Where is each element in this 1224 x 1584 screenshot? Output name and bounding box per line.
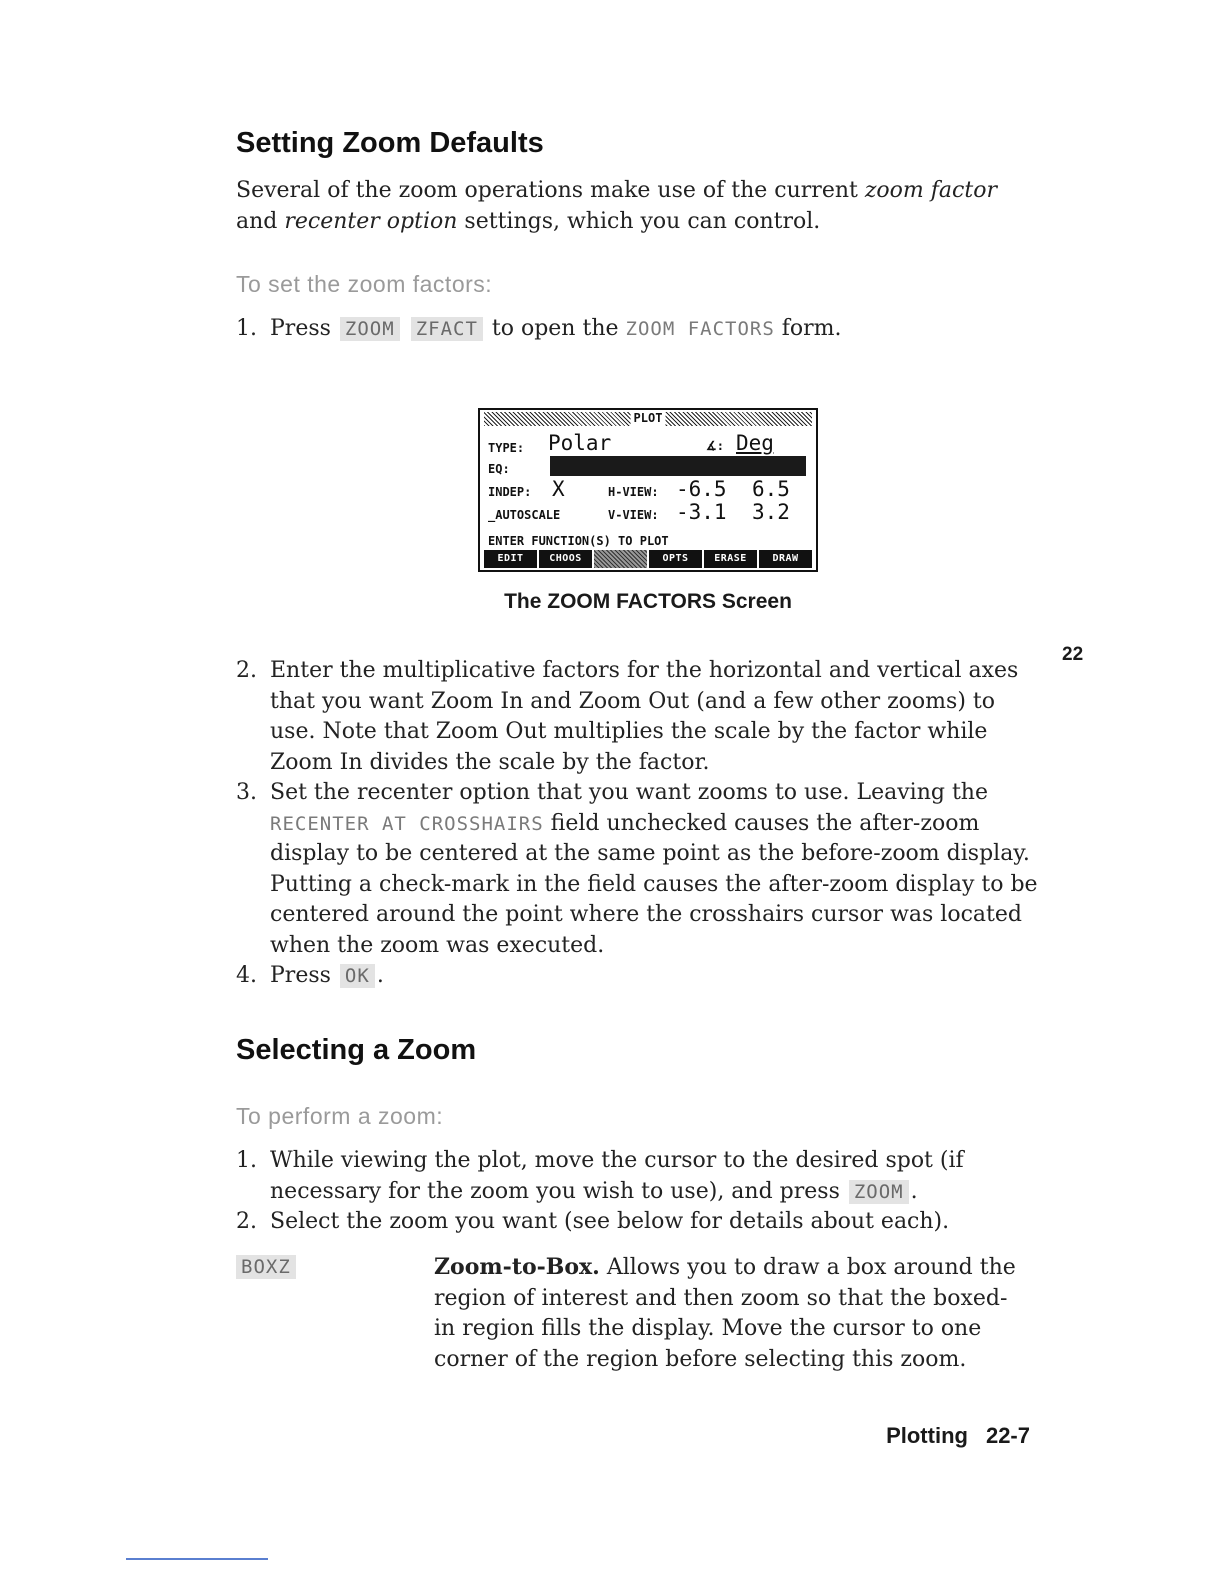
angle-value: Deg — [736, 431, 774, 455]
hview-min: -6.5 — [676, 477, 727, 501]
screen-title-bar — [484, 412, 812, 426]
softkey-draw: DRAW — [759, 550, 812, 568]
boxz-term: Zoom-to-Box. — [434, 1254, 600, 1280]
boxz-description — [434, 1252, 1026, 1375]
softkey-menu — [484, 550, 812, 568]
intro-em-recenter: recenter option — [284, 208, 458, 234]
step-text: Enter the multiplicative factors for the horizontal and vertical axes that you want Zoom In and Zoom Out (and a few other zooms) to use. Note that Zoom Out multiplies the scale by the factor while Zoom In divides the scale by the factor. — [270, 658, 1019, 775]
recenter-field-name: RECENTER AT CROSSHAIRS — [270, 812, 544, 835]
angle-label: ∡: — [706, 439, 724, 453]
figure-caption: The ZOOM FACTORS Screen — [504, 590, 792, 613]
intro-em-zoom-factor: zoom factor — [864, 178, 997, 203]
eq-label: EQ: — [488, 462, 510, 476]
hview-label: H-VIEW: — [608, 485, 659, 499]
vview-min: -3.1 — [676, 500, 727, 524]
step-text: form. — [774, 316, 842, 341]
step-number: 1. — [236, 1148, 257, 1173]
step-text: Select the zoom you want (see below for details about each). — [270, 1209, 950, 1234]
chapter-tab-number: 22 — [1062, 644, 1084, 665]
softkey-blank — [594, 550, 647, 568]
subheading-perform-zoom: To perform a zoom: — [236, 1103, 444, 1129]
step-text: to open the — [484, 316, 626, 341]
zoom-key: ZOOM — [849, 1180, 909, 1204]
screen-title: PLOT — [631, 411, 666, 426]
step-text: Press — [270, 316, 338, 341]
screen-prompt: ENTER FUNCTION(S) TO PLOT — [488, 534, 669, 548]
step-text: . — [376, 963, 384, 988]
step-number: 2. — [236, 658, 257, 683]
footer-chapter: Plotting — [886, 1423, 968, 1448]
step-text: Set the recenter option that you want zooms to use. Leaving the — [270, 780, 988, 805]
softkey-choos: CHOOS — [539, 550, 592, 568]
softkey-opts: OPTS — [649, 550, 702, 568]
subheading-set-zoom-factors: To set the zoom factors: — [236, 271, 493, 297]
step-text: While viewing the plot, move the cursor to the desired spot (if necessary for the zoom you wish to use), and press — [270, 1148, 964, 1204]
step-text: . — [910, 1178, 918, 1204]
step-number: 3. — [236, 780, 257, 805]
intro-text-a: Several of the zoom operations make use of the current — [236, 178, 865, 203]
vview-max: 3.2 — [752, 500, 790, 524]
step-number: 1. — [236, 316, 257, 341]
step-number: 4. — [236, 963, 257, 988]
indep-label: INDEP: — [488, 485, 532, 499]
section-heading-zoom-defaults: Setting Zoom Defaults — [236, 127, 544, 159]
zoom-factors-form-name: ZOOM FACTORS — [625, 318, 775, 340]
page-footer — [886, 1423, 1030, 1449]
intro-paragraph — [236, 176, 1026, 237]
step-number: 2. — [236, 1209, 257, 1234]
autoscale-label: _AUTOSCALE — [488, 508, 561, 522]
footer-page-number: 22-7 — [985, 1423, 1030, 1448]
indep-value: X — [552, 477, 565, 501]
boxz-text: Allows you to draw a box around the region of interest and then zoom so that the boxed-in region fills the display. Move the cursor to one corner of the region before selecting this zoom. — [434, 1255, 1016, 1372]
intro-text-b: and — [236, 208, 285, 234]
boxz-key-container — [234, 1252, 298, 1283]
type-value: Polar — [548, 431, 612, 455]
hview-max: 6.5 — [752, 477, 790, 501]
calculator-screen — [478, 408, 818, 572]
step-text: field unchecked causes the after-zoom display to be centered at the same point as the before-zoom display. Putting a check-mark in the field causes the after-zoom display to be centered around the point where the crosshairs cursor was located when the zoom was executed. — [270, 810, 1038, 958]
vview-label: V-VIEW: — [608, 508, 659, 522]
intro-text-c: settings, which you can control. — [457, 208, 821, 234]
section-heading-selecting-zoom: Selecting a Zoom — [236, 1034, 477, 1066]
softkey-edit: EDIT — [484, 550, 537, 568]
boxz-key: BOXZ — [236, 1255, 296, 1279]
step-text: Press — [270, 963, 338, 988]
softkey-erase: ERASE — [704, 550, 757, 568]
eq-field-highlight — [550, 456, 806, 476]
zfact-key: ZFACT — [411, 317, 483, 341]
ok-key: OK — [340, 964, 375, 988]
bottom-rule — [126, 1558, 268, 1560]
type-label: TYPE: — [488, 441, 525, 455]
zoom-key: ZOOM — [340, 317, 400, 341]
